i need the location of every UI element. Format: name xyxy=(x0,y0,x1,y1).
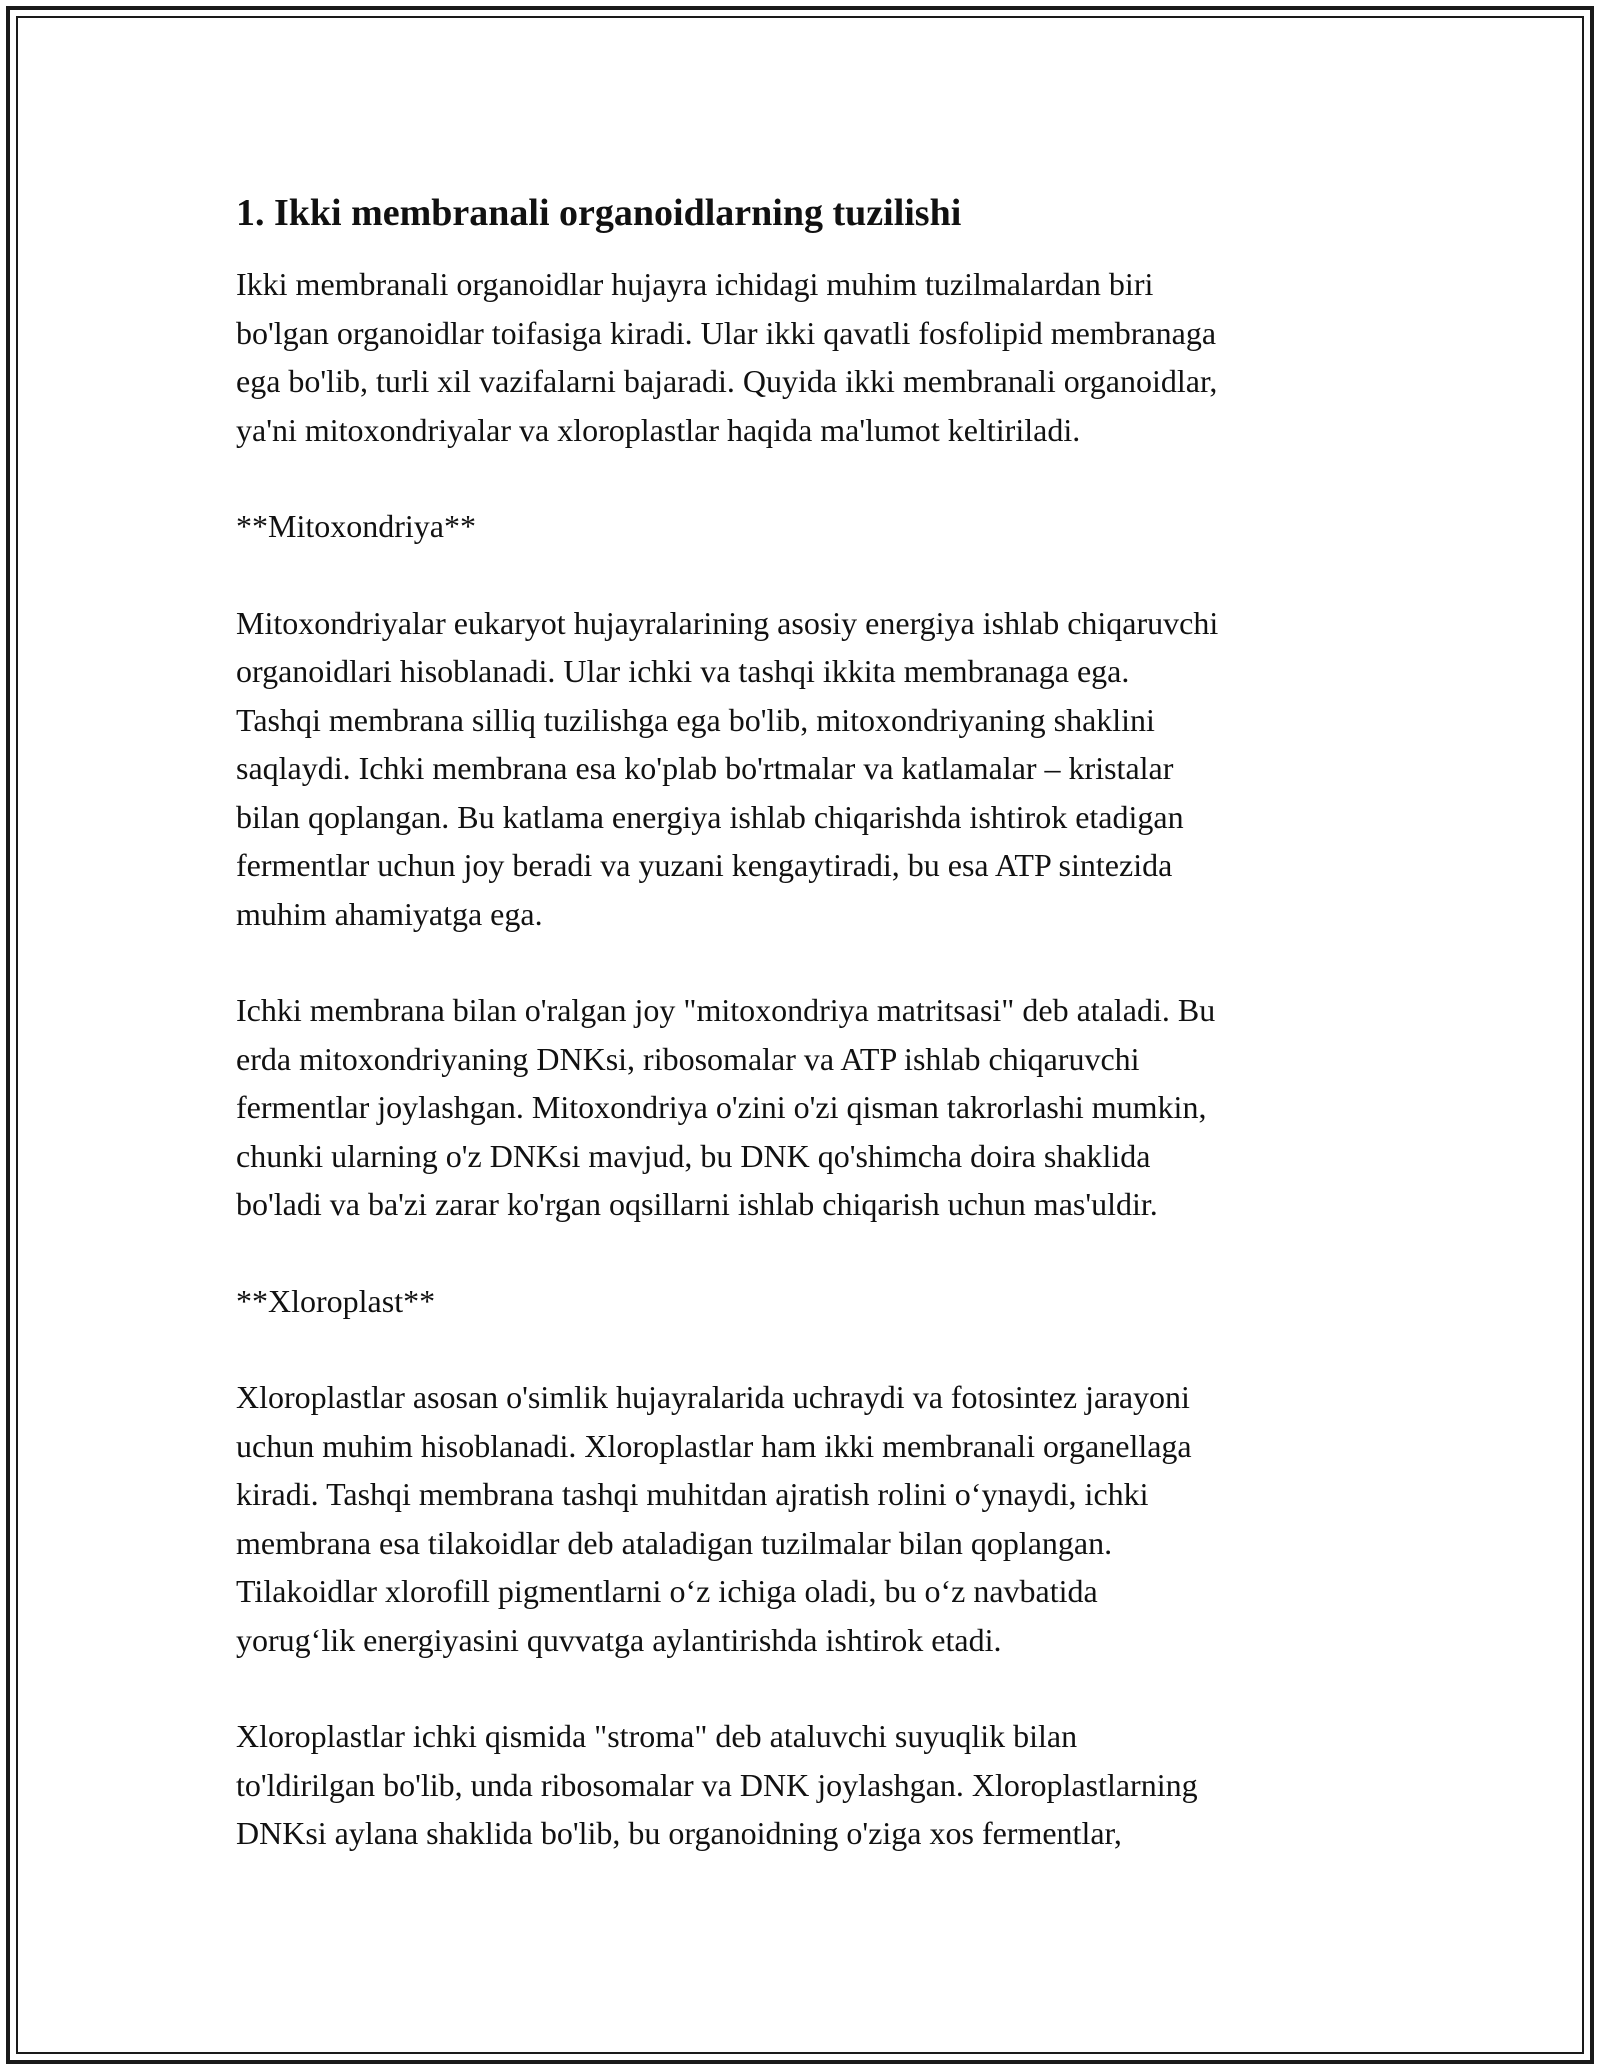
text-line: Mitoxondriyalar eukaryot hujayralarining asosiy energiya ishlab chiqaruvchi xyxy=(236,604,1219,641)
text-line: Xloroplastlar ichki qismida "stroma" deb ataluvchi suyuqlik bilan xyxy=(236,1718,1078,1754)
text-line: DNKsi aylana shaklida bo'lib, bu organoidning o'ziga xos fermentlar, xyxy=(236,1815,1122,1851)
text-line: yorug‘lik energiyasini quvvatga aylantirishda ishtirok etadi. xyxy=(236,1621,1002,1658)
text-line: erda mitoxondriyaning DNKsi, ribosomalar va ATP ishlab chiqaruvchi xyxy=(236,1040,1140,1077)
text-line: bilan qoplangan. Bu katlama energiya ishlab chiqarishda ishtirok etadigan xyxy=(236,798,1184,835)
section-subheading xyxy=(236,502,1376,551)
text-line: organoidlari hisoblanadi. Ular ichki va tashqi ikkita membranaga ega. xyxy=(236,653,1130,689)
text-line: fermentlar joylashgan. Mitoxondriya o'zini o'zi qisman takrorlashi mumkin, xyxy=(236,1089,1207,1125)
text-line: bo'lgan organoidlar toifasiga kiradi. Ular ikki qavatli fosfolipid membranaga xyxy=(236,314,1217,351)
text-line: ya'ni mitoxondriyalar va xloroplastlar haqida ma'lumot keltiriladi. xyxy=(236,411,1081,448)
text-line: Ikki membranali organoidlar hujayra ichidagi muhim tuzilmalardan biri xyxy=(236,266,1154,302)
body-paragraph xyxy=(236,986,1376,1229)
body-paragraph xyxy=(236,1373,1376,1664)
text-line: Ichki membrana bilan o'ralgan joy "mitoxondriya matritsasi" deb ataladi. Bu xyxy=(236,992,1216,1028)
text-line: bo'ladi va ba'zi zarar ko'rgan oqsillarni ishlab chiqarish uchun mas'uldir. xyxy=(236,1186,1158,1222)
text-line: kiradi. Tashqi membrana tashqi muhitdan ajratish rolini o‘ynaydi, ichki xyxy=(236,1476,1149,1512)
text-line: Tilakoidlar xlorofill pigmentlarni o‘z ichiga oladi, bu o‘z navbatida xyxy=(236,1573,1098,1609)
text-line: Tashqi membrana silliq tuzilishga ega bo'lib, mitoxondriyaning shaklini xyxy=(236,701,1155,738)
text-line: uchun muhim hisoblanadi. Xloroplastlar ham ikki membranali organellaga xyxy=(236,1427,1192,1464)
text-line: **Xloroplast** xyxy=(236,1282,436,1319)
section-subheading xyxy=(236,1277,1376,1326)
text-line: membrana esa tilakoidlar deb ataladigan tuzilmalar bilan qoplangan. xyxy=(236,1524,1113,1561)
body-paragraph xyxy=(236,599,1376,939)
text-line: muhim ahamiyatga ega. xyxy=(236,895,543,932)
section-heading: 1. Ikki membranali organoidlarning tuzilishi xyxy=(236,192,962,234)
text-line: chunki ularning o'z DNKsi mavjud, bu DNK qo'shimcha doira shaklida xyxy=(236,1137,1151,1174)
body-paragraph xyxy=(236,260,1376,454)
body-paragraph xyxy=(236,1712,1376,1858)
text-line: ega bo'lib, turli xil vazifalarni bajaradi. Quyida ikki membranali organoidlar, xyxy=(236,363,1218,399)
document-body xyxy=(236,188,1376,1906)
text-line: saqlaydi. Ichki membrana esa ko'plab bo'rtmalar va katlamalar – kristalar xyxy=(236,750,1174,786)
text-line: fermentlar uchun joy beradi va yuzani kengaytiradi, bu esa ATP sintezida xyxy=(236,847,1173,883)
text-line: **Mitoxondriya** xyxy=(236,508,476,544)
text-line: to'ldirilgan bo'lib, unda ribosomalar va DNK joylashgan. Xloroplastlarning xyxy=(236,1766,1198,1803)
document-blocks xyxy=(236,260,1376,1858)
text-line: Xloroplastlar asosan o'simlik hujayralarida uchraydi va fotosintez jarayoni xyxy=(236,1379,1190,1415)
